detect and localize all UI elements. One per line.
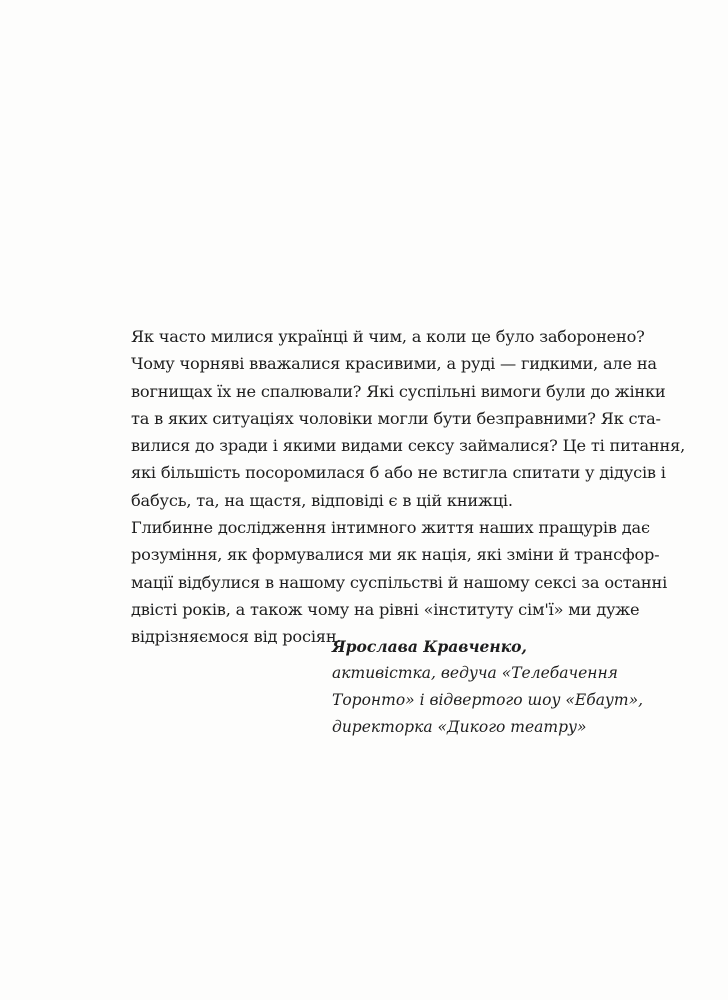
blurb-text [131, 323, 686, 651]
text-line: двісті років, а також чому на рівні «інституту сім'ї» ми дуже [131, 599, 640, 619]
text-line: які більшість посоромилася б або не встигла спитати у дідусів і [131, 463, 666, 483]
paragraph-2 [131, 514, 668, 650]
text-line: відрізняємося від росіян. [131, 627, 342, 647]
text-line: вогнищах їх не спалювали? Які суспільні вимоги були до жінки [131, 381, 666, 401]
author-signature [332, 633, 644, 741]
text-line: мації відбулися в нашому суспільстві й нашому сексі за останні [131, 572, 668, 592]
author-name: Ярослава Кравченко, [332, 637, 527, 656]
author-role-line: директорка «Дикого театру» [332, 718, 587, 736]
text-line: вилися до зради і якими видами сексу займалися? Це ті питання, [131, 436, 686, 456]
text-line: Чому чорняві вважалися красивими, а руді — гидкими, але на [131, 354, 657, 374]
text-line: Глибинне дослідження інтимного життя наших пращурів дає [131, 518, 650, 538]
text-line: Як часто милися українці й чим, а коли це було заборонено? [131, 327, 645, 346]
text-line: бабусь, та, на щастя, відповіді є в цій книжці. [131, 490, 513, 510]
author-role-line: активістка, ведуча «Телебачення [332, 664, 618, 682]
paragraph-1 [131, 323, 686, 514]
text-line: розуміння, як формувалися ми як нація, які зміни й трансфор- [131, 545, 660, 565]
text-line: та в яких ситуаціях чоловіки могли бути безправними? Як ста- [131, 408, 661, 428]
author-role-line: Торонто» і відвертого шоу «Ебаут», [332, 691, 644, 709]
